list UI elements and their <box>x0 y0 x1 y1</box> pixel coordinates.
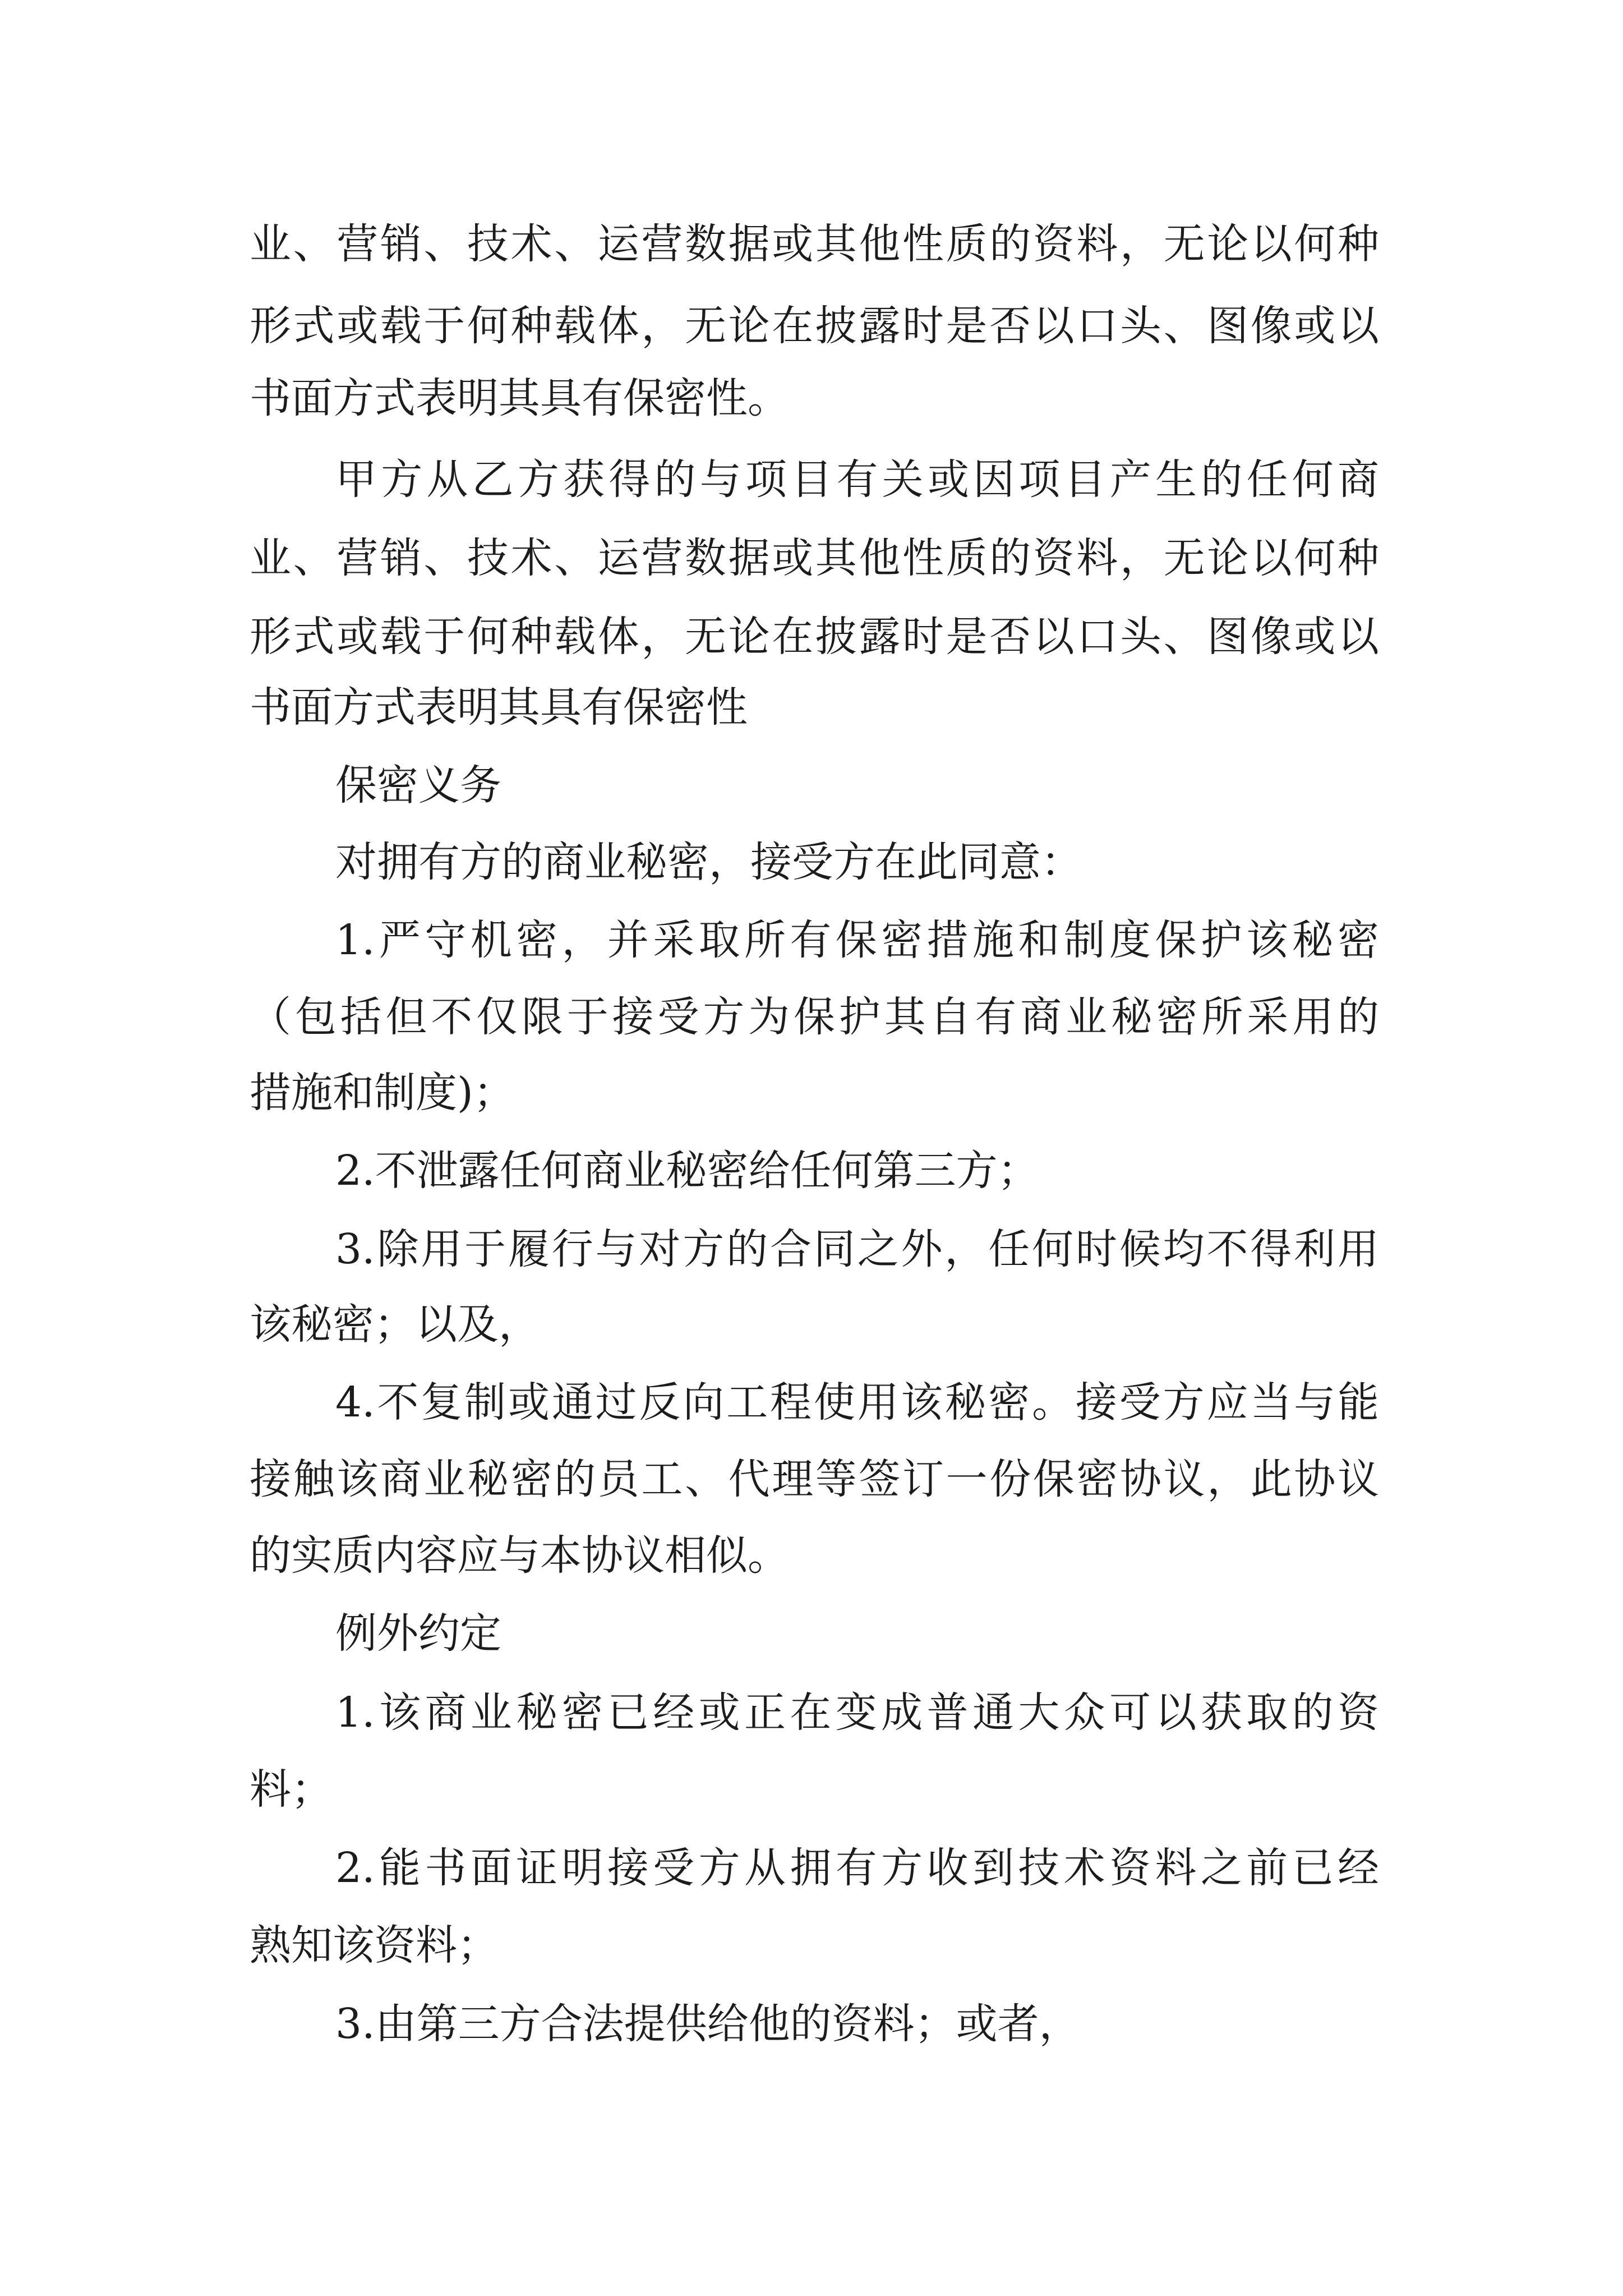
list-item: 2.不泄露任何商业秘密给任何第三方； <box>335 1147 1039 1195</box>
text-line: 该秘密；以及， <box>250 1300 540 1349</box>
text-line: 业、营销、技术、运营数据或其他性质的资料，无论以何种 <box>250 220 1379 268</box>
list-item: 2.能书面证明接受方从拥有方收到技术资料之前已经 <box>335 1844 1379 1892</box>
text-line: 的实质内容应与本协议相似。 <box>250 1531 789 1580</box>
text-line: 甲方从乙方获得的与项目有关或因项目产生的任何商 <box>335 455 1379 504</box>
text-line: （包括但不仅限于接受方为保护其自有商业秘密所采用的 <box>250 993 1379 1041</box>
list-item: 3.由第三方合法提供给他的资料；或者， <box>335 2000 1081 2048</box>
text-line: 书面方式表明其具有保密性。 <box>250 374 789 422</box>
text-line: 措施和制度)； <box>250 1069 515 1117</box>
text-line: 料； <box>250 1765 333 1814</box>
text-line: 对拥有方的商业秘密，接受方在此同意： <box>335 838 1082 886</box>
section-heading: 保密义务 <box>335 761 501 809</box>
section-heading: 例外约定 <box>335 1609 501 1658</box>
text-line: 业、营销、技术、运营数据或其他性质的资料，无论以何种 <box>250 534 1379 582</box>
list-item: 3.除用于履行与对方的合同之外，任何时候均不得利用 <box>335 1225 1379 1273</box>
text-line: 书面方式表明其具有保密性 <box>250 683 748 731</box>
text-line: 形式或载于何种载体，无论在披露时是否以口头、图像或以 <box>250 613 1379 661</box>
text-line: 形式或载于何种载体，无论在披露时是否以口头、图像或以 <box>250 302 1379 350</box>
list-item: 4.不复制或通过反向工程使用该秘密。接受方应当与能 <box>335 1378 1379 1427</box>
list-item: 1.该商业秘密已经或正在变成普通大众可以获取的资 <box>335 1688 1379 1737</box>
list-item: 1.严守机密，并采取所有保密措施和制度保护该秘密 <box>335 916 1379 964</box>
text-line: 熟知该资料； <box>250 1921 499 1970</box>
text-line: 接触该商业秘密的员工、代理等签订一份保密协议，此协议 <box>250 1455 1379 1503</box>
